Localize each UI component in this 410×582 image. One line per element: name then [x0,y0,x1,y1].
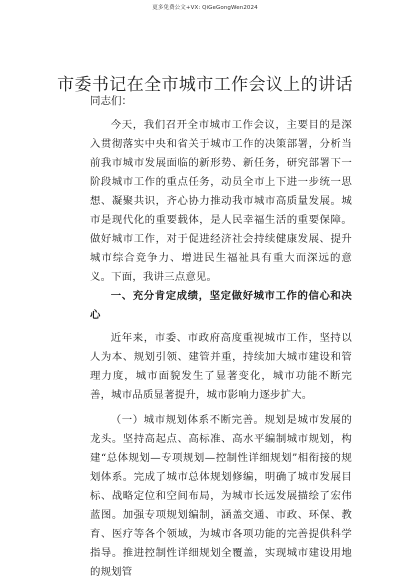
section-heading: 一、充分肯定成绩，坚定做好城市工作的信心和决心 [90,290,352,321]
paragraph-intro: 今天，我们召开全市城市工作会议，主要目的是深入贯彻落实中央和省关于城市工作的决策部署，分析当前我市城市发展面临的新形势、新任务，研究部署下一阶段城市工作的重点任务，动员全市上下进一步统一思想、凝聚共识，齐心协力推动我市城市高质量发展。城市是现代化的重要载体，是人民幸福生活的重要保障。做好城市工作，对于促进经济社会持续健康发展、提升城市综合竞争力、增进民生福祉具有重大而深远的意义。下面，我讲三点意见。 [90,119,352,283]
document-title: 市委书记在全市城市工作会议上的讲话 [57,75,353,95]
paragraph-planning: （一）城市规划体系不断完善。规划是城市发展的龙头。坚持高起点、高标准、高水平编制城市规划，构建“总体规划—专项规划—控制性详细规划”相衔接的规划体系。完成了城市总体规划修编，明确了城市发展目标、战略定位和空间布局，为城市长远发展描绘了宏伟蓝图。加强专项规划编制，涵盖交通、市政、环保、教育、医疗等各个领域，为城市各项功能的完善提供科学指导。推进控制性详细规划全覆盖，实现城市建设用地的规划管 [90,414,352,578]
paragraph-achievements: 近年来，市委、市政府高度重视城市工作，坚持以人为本、规划引领、建管并重，持续加大城市建设和管理力度，城市面貌发生了显著变化，城市功能不断完善，城市品质显著提升，城市影响力逐步扩大。 [90,332,352,401]
document-body [90,116,352,582]
page-header-note: 更多免费公文+VX: QiGeGongWen2024 [152,5,258,11]
salutation: 同志们： [90,95,132,107]
